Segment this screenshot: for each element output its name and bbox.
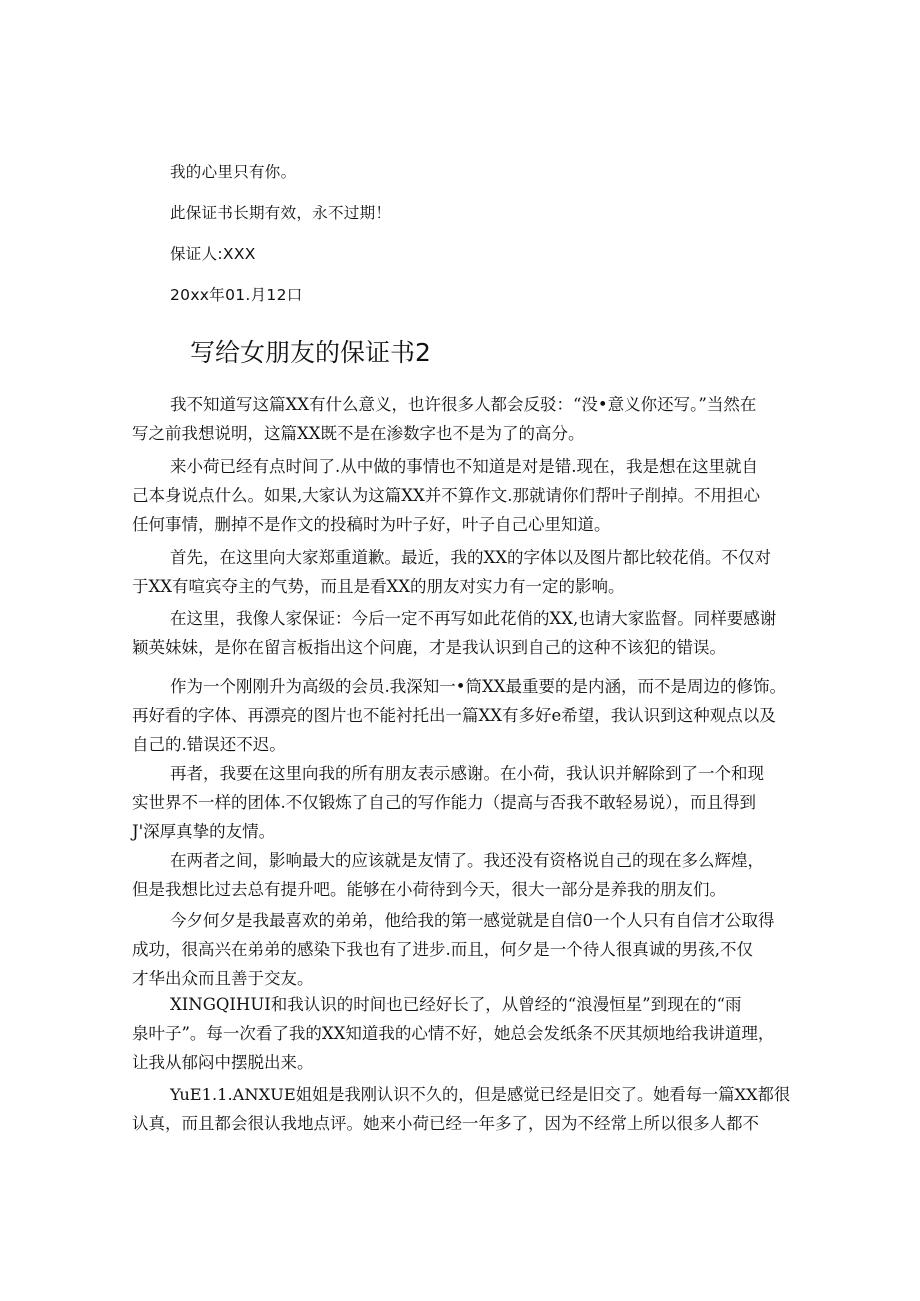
paragraph-line: 在两者之间，影响最大的应该就是友情了。我还没有资格说自己的现在多么辉煌， bbox=[170, 851, 764, 870]
paragraph bbox=[132, 1080, 794, 1138]
paragraph-line: 自己的.错误还不迟。 bbox=[132, 735, 286, 754]
paragraph-line: J'深厚真挚的友情。 bbox=[132, 822, 276, 841]
paragraph-line: 今夕何夕是我最喜欢的弟弟，他给我的第一感觉就是自信0一个人只有自信才公取得 bbox=[170, 911, 775, 930]
paragraph-line: 认真，而且都会很认我地点评。她来小荷已经一年多了，因为不经常上所以很多人都不 bbox=[132, 1114, 759, 1133]
paragraph bbox=[132, 846, 794, 904]
paragraph-line: 来小荷已经有点时间了.从中做的事情也不知道是对是错.现在，我是想在这里就自 bbox=[170, 457, 758, 476]
paragraph-line: 实世界不一样的团体.不仅锻炼了自己的写作能力（提高与否我不敢轻易说），而且得到 bbox=[132, 793, 756, 812]
paragraph-line: YuE1.1.ANXUE姐姐是我刚认识不久的，但是感觉已经是旧交了。她看每一篇XX都很 bbox=[170, 1085, 791, 1104]
paragraph bbox=[132, 604, 794, 662]
paragraph-line: 才华出众而且善于交友。 bbox=[132, 969, 314, 988]
pledge-closing-line: 我的心里只有你。 bbox=[170, 163, 297, 181]
paragraph bbox=[132, 672, 794, 759]
pledge-validity-line: 此保证书长期有效，永不过期！ bbox=[170, 204, 392, 222]
paragraph bbox=[132, 543, 794, 601]
paragraph-line: 作为一个刚刚升为高级的会员.我深知一•筒XX最重要的是内涵，而不是周边的修饰。 bbox=[170, 677, 786, 696]
paragraph-line: 己本身说点什么。如果,大家认为这篇XX并不算作文.那就请你们帮叶子削掉。不用担心 bbox=[132, 486, 760, 505]
paragraph-line: 再者，我要在这里向我的所有朋友表示感谢。在小荷，我认识并解除到了一个和现 bbox=[170, 764, 764, 783]
date-line: 20xx年01.月12口 bbox=[170, 286, 303, 304]
paragraph-line: 但是我想比过去总有提升吧。能够在小荷待到今天，很大一部分是养我的朋友们。 bbox=[132, 880, 726, 899]
paragraph-line: 首先，在这里向大家郑重道歉。最近，我的XX的字体以及图片都比较花俏。不仅对 bbox=[170, 548, 771, 567]
section-heading: 写给女朋友的保证书2 bbox=[190, 338, 431, 367]
guarantor-line: 保证人:XXX bbox=[170, 245, 256, 263]
paragraph bbox=[132, 759, 794, 846]
paragraph bbox=[132, 390, 794, 448]
paragraph-line: XINGQIHUI和我认识的时间也已经好长了，从曾经的“浪漫恒星”到现在的“雨 bbox=[170, 995, 742, 1014]
paragraph-line: 颖英妹妹，是你在留言板指出这个问鹿，才是我认识到自己的这种不该犯的错误。 bbox=[132, 638, 726, 657]
paragraph-line: 让我从郁闷中摆脱出来。 bbox=[132, 1053, 314, 1072]
paragraph-line: 任何事情，删掉不是作文的投稿时为叶子好，叶子自己心里知道。 bbox=[132, 515, 611, 534]
paragraph-line: 我不知道写这篇XX有什么意义，也许很多人都会反驳：“没•意义你还写。”当然在 bbox=[170, 395, 757, 414]
paragraph bbox=[132, 990, 794, 1077]
paragraph-line: 泉叶子”。每一次看了我的XX知道我的心情不好，她总会发纸条不厌其烦地给我讲道理， bbox=[132, 1024, 775, 1043]
paragraph-line: 写之前我想说明，这篇XX既不是在渗数字也不是为了的高分。 bbox=[132, 424, 585, 443]
paragraph-line: 于XX有喧宾夺主的气势，而且是看XX的朋友对实力有一定的影响。 bbox=[132, 577, 625, 596]
paragraph-line: 再好看的字体、再漂亮的图片也不能衬托出一篇XX有多好e希望，我认识到这种观点以及 bbox=[132, 706, 776, 725]
paragraph-line: 在这里，我像人家保证：今后一定不再写如此花俏的XX,也请大家监督。同样要感谢 bbox=[170, 609, 777, 628]
paragraph-line: 成功，很高兴在弟弟的感染下我也有了进步.而且，何夕是一个待人很真诚的男孩,不仅 bbox=[132, 940, 753, 959]
paragraph bbox=[132, 452, 794, 539]
paragraph bbox=[132, 906, 794, 993]
